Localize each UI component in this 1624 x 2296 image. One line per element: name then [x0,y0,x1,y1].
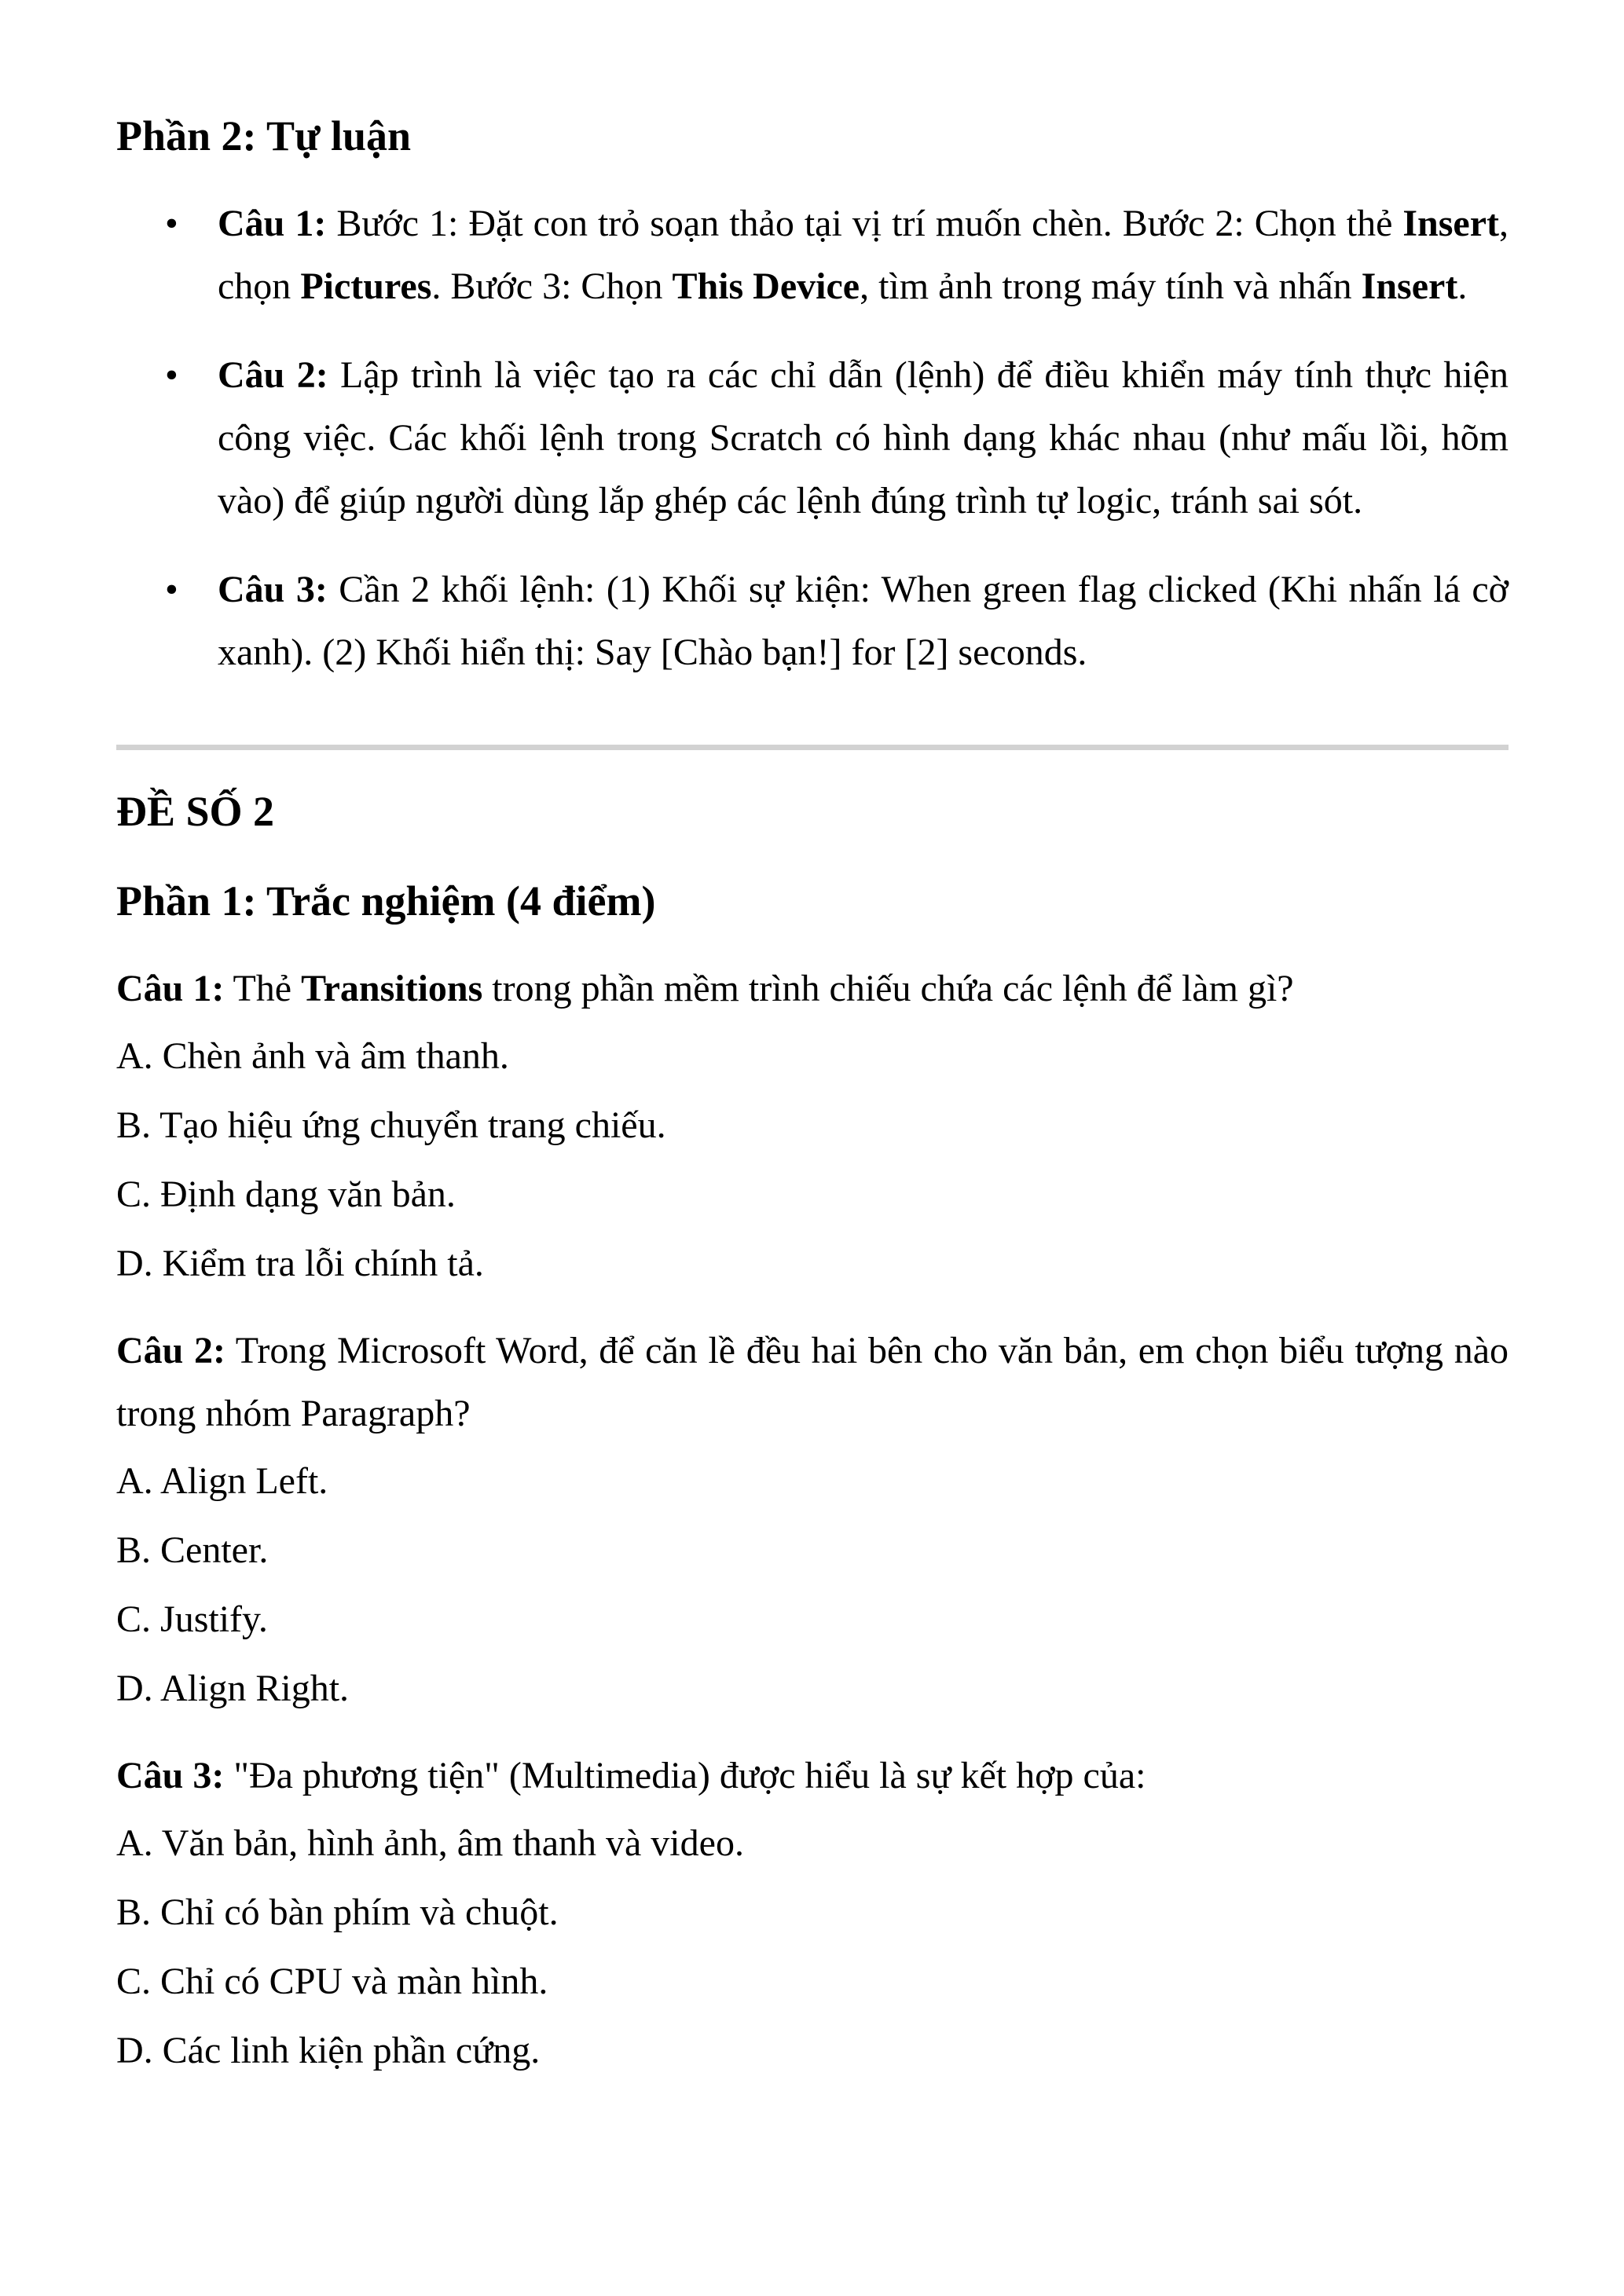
essay-item-cau3 [116,558,1509,684]
section-divider [116,745,1509,750]
essay-item-text: Bước 1: Đặt con trỏ soạn thảo tại vị trí muốn chèn. Bước 2: Chọn thẻ [326,203,1403,244]
question-2-option-d: D. Align Right. [116,1668,350,1709]
essay-item-label: Câu 2: [218,354,328,396]
question-3-option-c: C. Chỉ có CPU và màn hình. [116,1961,548,2002]
essay-item-bold: Insert [1402,203,1500,244]
question-1-option-d: D. Kiểm tra lỗi chính tả. [116,1243,484,1284]
essay-item-cau1 [116,192,1509,318]
essay-item-bold: This Device [672,265,860,307]
part2-heading: Phần 2: Tự luận [116,112,412,159]
bullet-icon: • [165,354,178,396]
question-text: Thẻ [224,968,302,1009]
question-3-option-d: D. Các linh kiện phần cứng. [116,2030,541,2071]
question-label: Câu 1: [116,968,225,1009]
question-2 [116,1320,1509,1445]
question-1-option-c: C. Định dạng văn bản. [116,1174,456,1215]
essay-item-cau2 [116,344,1509,533]
essay-item-label: Câu 1: [218,203,327,244]
question-text: trong phần mềm trình chiếu chứa các lệnh để làm gì? [482,968,1294,1009]
question-1 [116,958,1509,1020]
question-1-option-a: A. Chèn ảnh và âm thanh. [116,1035,509,1077]
question-2-option-c: C. Justify. [116,1598,268,1640]
essay-item-label: Câu 3: [218,569,328,610]
question-1-option-b: B. Tạo hiệu ứng chuyển trang chiếu. [116,1104,666,1146]
essay-item-bold: Insert [1361,265,1458,307]
question-label: Câu 2: [116,1330,225,1371]
essay-item-text: Lập trình là việc tạo ra các chỉ dẫn (lệnh) để điều khiển máy tính thực hiện công việc. Các khối lệnh trong Scratch có hình dạng khác nhau (như mấu lồi, hõm vào) để giúp người dùng lắp ghép các lệnh đúng trình tự logic, tránh sai sót. [218,354,1509,522]
essay-answer-list [116,192,1509,684]
question-3 [116,1745,1509,1807]
question-3-option-a: A. Văn bản, hình ảnh, âm thanh và video. [116,1822,744,1864]
part1-heading: Phần 1: Trắc nghiệm (4 điểm) [116,877,656,925]
essay-item-text: . [1457,265,1468,307]
bullet-icon: • [165,203,178,244]
question-3-option-b: B. Chỉ có bàn phím và chuột. [116,1891,559,1933]
question-2-option-a: A. Align Left. [116,1460,328,1502]
essay-item-text: , tìm ảnh trong máy tính và nhấn [860,265,1362,307]
question-2-option-b: B. Center. [116,1529,269,1571]
essay-item-text: . Bước 3: Chọn [431,265,673,307]
question-label: Câu 3: [116,1755,225,1796]
essay-item-bold: Pictures [300,265,432,307]
essay-item-text: , chọn [218,203,1509,307]
question-text: "Đa phương tiện" (Multimedia) được hiểu là sự kết hợp của: [224,1755,1146,1796]
de2-title: ĐỀ SỐ 2 [116,788,275,835]
question-text: Trong Microsoft Word, để căn lề đều hai bên cho văn bản, em chọn biểu tượng nào trong nhóm Paragraph? [116,1330,1509,1434]
question-bold: Transitions [301,968,483,1009]
essay-item-text: Cần 2 khối lệnh: (1) Khối sự kiện: When green flag clicked (Khi nhấn lá cờ xanh). (2) Khối hiển thị: Say [Chào bạn!] for [2] seconds. [218,569,1509,673]
bullet-icon: • [165,569,178,610]
